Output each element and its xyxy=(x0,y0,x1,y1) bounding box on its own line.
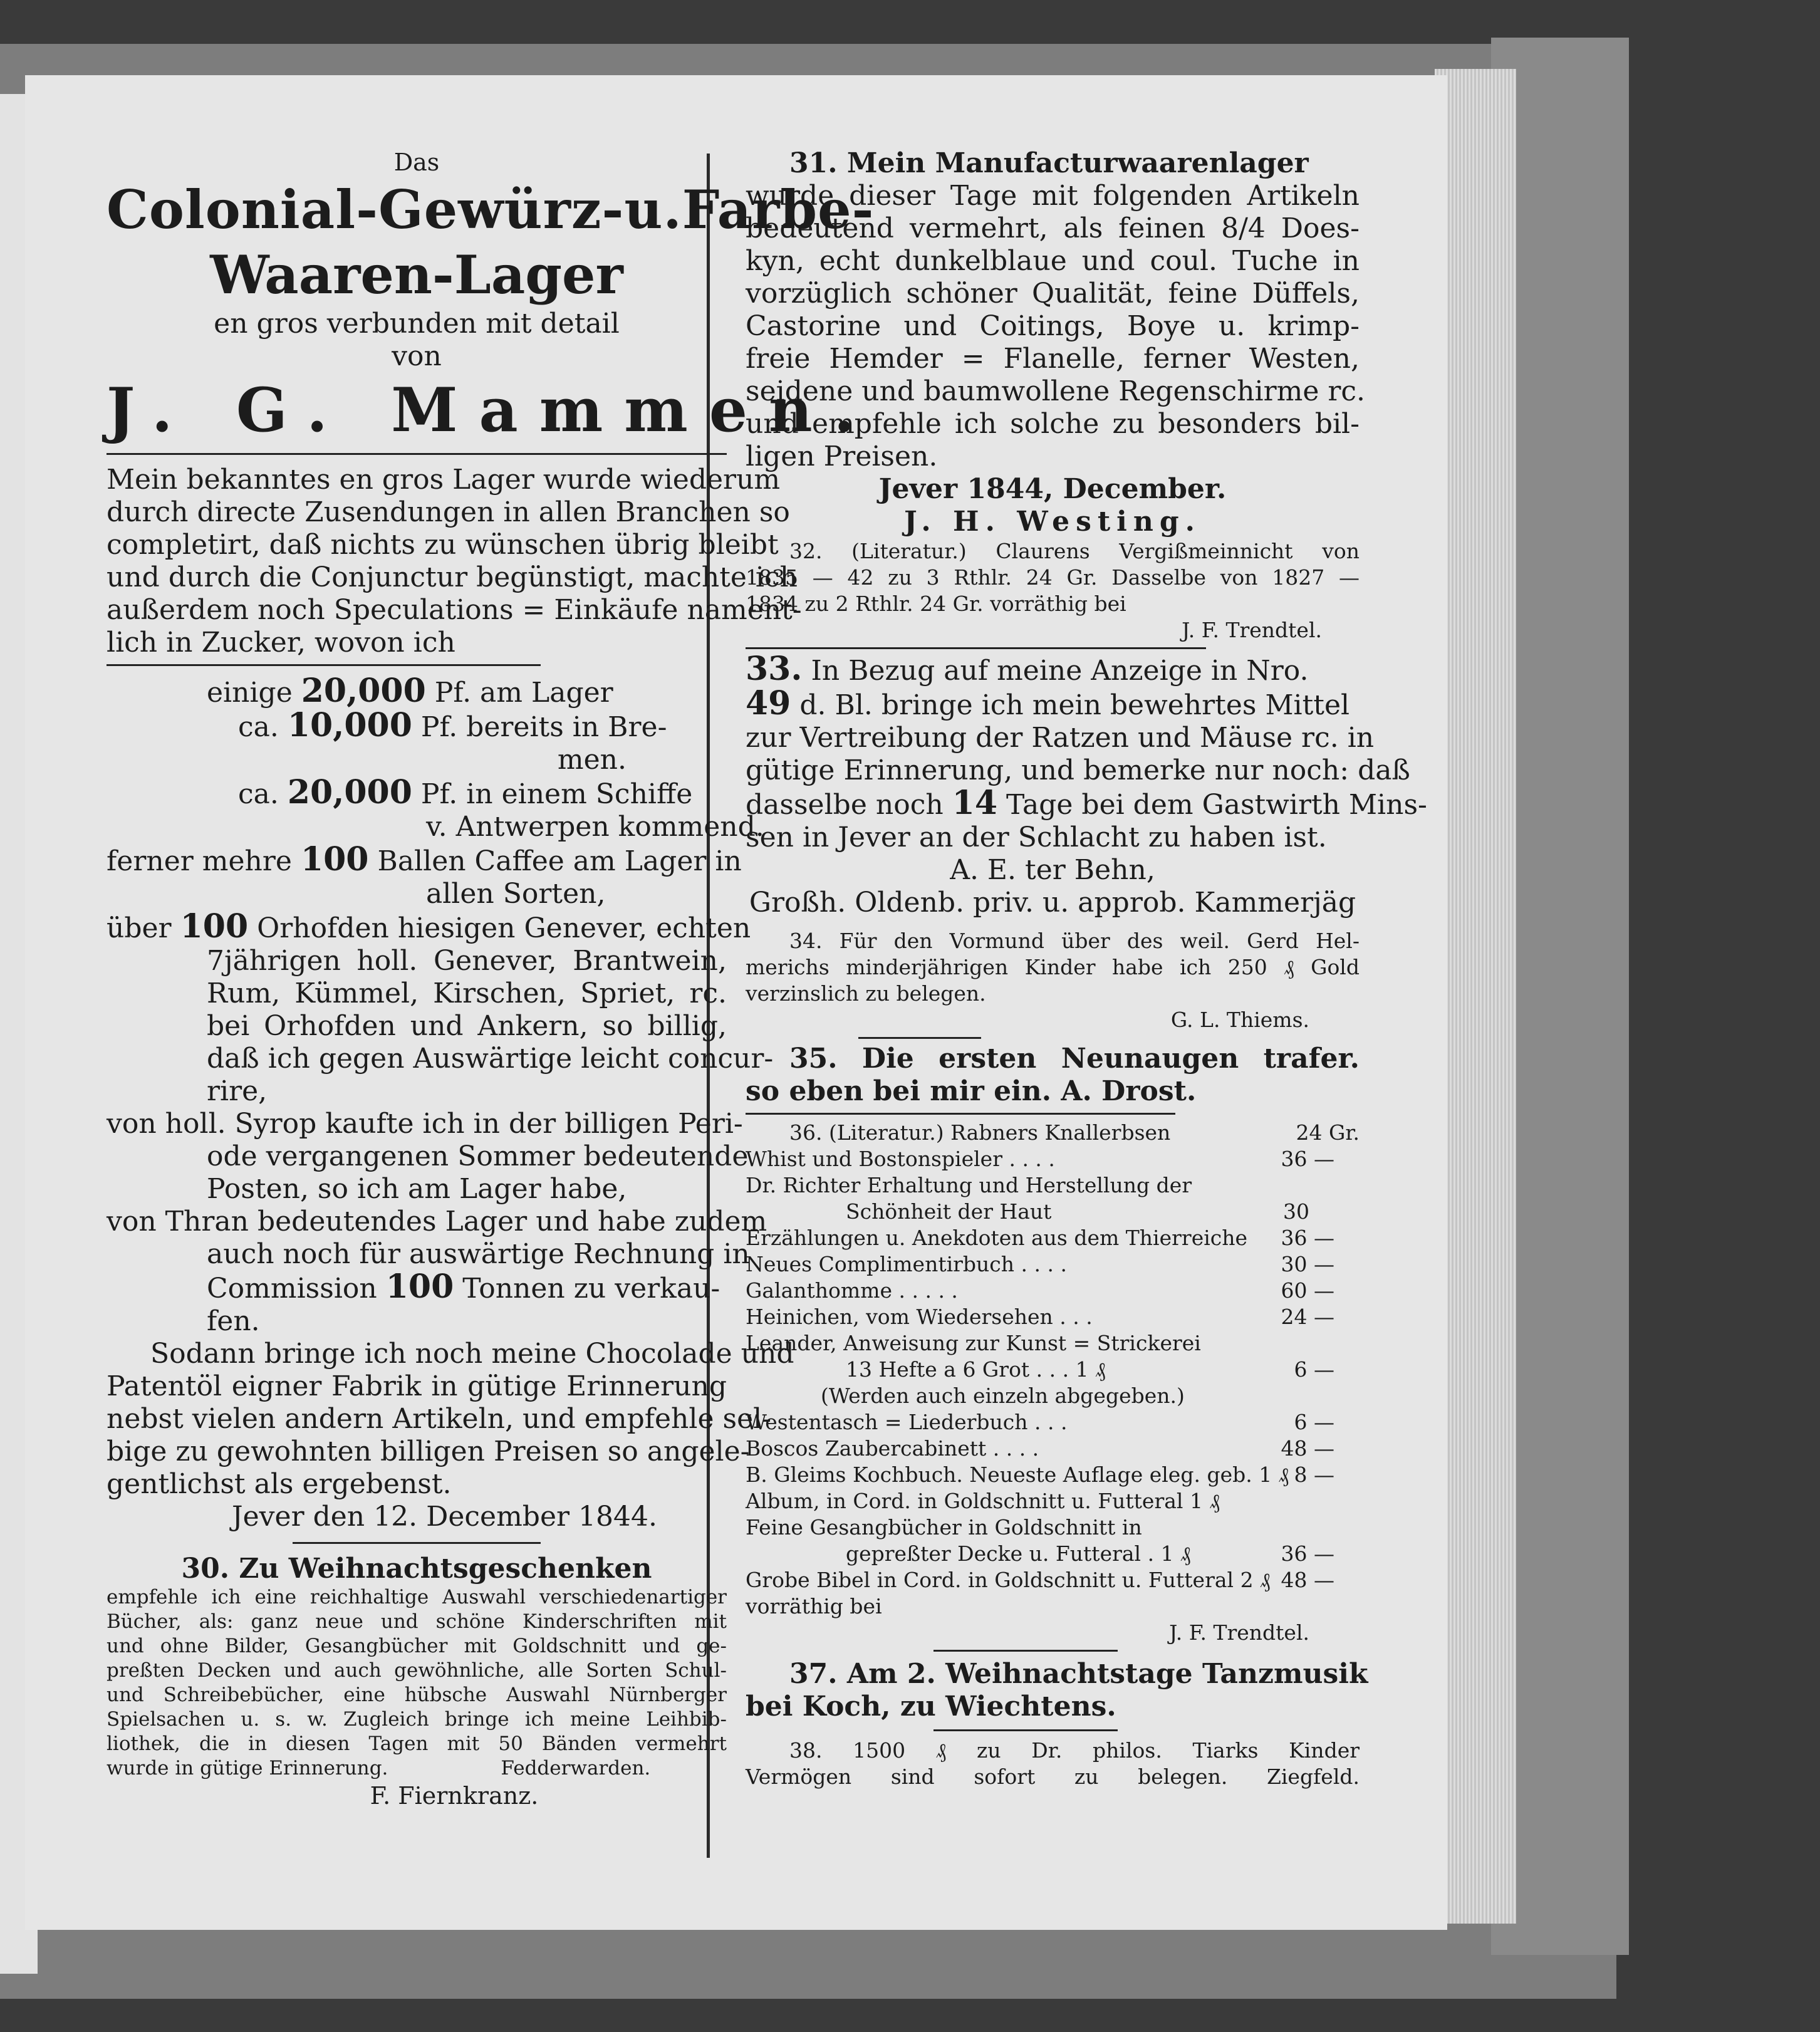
text-line: verzinslich zu belegen. xyxy=(746,981,986,1006)
ad-30-last: wurde in gütige Erinnerung. xyxy=(107,1757,388,1779)
goods-line: auch noch für auswärtige Rechnung in xyxy=(207,1238,750,1270)
price-row xyxy=(746,1409,1360,1435)
ad-33-signature: A. E. ter Behn, xyxy=(950,854,1155,886)
text-line: bedeutend vermehrt, als feinen 8/4 Does- xyxy=(746,212,1360,244)
dateline: Jever den 12. December 1844. xyxy=(232,1501,657,1533)
price-row xyxy=(746,1225,1360,1251)
price-value: 6 — xyxy=(1294,1410,1334,1434)
section-rule xyxy=(933,1650,1118,1652)
ad-30-signature: F. Fiernkranz. xyxy=(370,1782,539,1810)
price-label: Galanthomme . . . . . xyxy=(746,1278,958,1303)
text-line: gütige Erinnerung, und bemerke nur noch: daß xyxy=(746,754,1410,786)
price-value: 24 — xyxy=(1281,1305,1334,1329)
text-line: merichs minderjährigen Kinder habe ich 250 ₰ Gold xyxy=(746,955,1360,979)
price-row xyxy=(746,1251,1360,1278)
price-row xyxy=(746,1488,1360,1514)
goods-amount: 100 xyxy=(300,840,369,878)
price-value: 36 — xyxy=(1281,1541,1334,1566)
price-row xyxy=(746,1278,1360,1304)
goods-line: von Thran bedeutendes Lager und habe zudem xyxy=(107,1206,767,1237)
ad-30 xyxy=(107,1553,727,1811)
goods-line xyxy=(107,840,742,878)
ad-37 xyxy=(746,1658,1368,1723)
price-label: vorräthig bei xyxy=(746,1594,882,1618)
price-label: Grobe Bibel in Cord. in Goldschnitt u. Futteral 2 ₰ xyxy=(746,1568,1271,1592)
price-value: 36 — xyxy=(1281,1226,1334,1250)
zucker-prefix: ca. xyxy=(238,778,279,810)
ad-30-place: Fedderwarden. xyxy=(501,1757,651,1779)
price-label: Heinichen, vom Wiedersehen . . . xyxy=(746,1305,1093,1329)
price-value: 30 xyxy=(1283,1199,1309,1224)
zucker-prefix: ca. xyxy=(238,711,279,743)
text-line: freie Hemder = Flanelle, ferner Westen, xyxy=(746,343,1360,375)
text-line: Spielsachen u. s. w. Zugleich bringe ich meine Leihbib- xyxy=(107,1708,727,1731)
ad-das: Das xyxy=(393,148,440,176)
section-rule xyxy=(746,647,1206,649)
goods-line: bei Orhofden und Ankern, so billig, xyxy=(207,1010,727,1042)
text-line xyxy=(107,1756,727,1781)
text-line: Castorine und Coitings, Boye u. krimp- xyxy=(746,310,1360,342)
price-label: Westentasch = Liederbuch . . . xyxy=(746,1410,1068,1434)
text-line: ligen Preisen. xyxy=(746,440,938,472)
section-rule xyxy=(933,1729,1118,1731)
price-value: 48 — xyxy=(1281,1436,1334,1461)
goods-line: fen. xyxy=(207,1305,260,1337)
text-line: kyn, echt dunkelblaue und coul. Tuche in xyxy=(746,245,1360,277)
price-row xyxy=(746,1593,1360,1620)
zucker-prefix: einige xyxy=(207,677,293,709)
price-row xyxy=(746,1146,1360,1172)
text-line: und Schreibebücher, eine hübsche Auswahl Nürnberger xyxy=(107,1684,727,1706)
goods-prefix: ferner mehre xyxy=(107,845,292,877)
goods-line: Rum, Kümmel, Kirschen, Spriet, rc. xyxy=(207,977,727,1009)
ad-36-signature: J. F. Trendtel. xyxy=(1169,1620,1309,1645)
ad-number: 49 xyxy=(746,684,791,722)
goods-text: Orhofden hiesigen Genever, echten xyxy=(257,912,751,944)
title-rule xyxy=(107,453,727,455)
text-line: und empfehle ich solche zu besonders bil- xyxy=(746,408,1360,440)
price-value: 30 — xyxy=(1281,1252,1334,1276)
price-label: Leander, Anweisung zur Kunst = Strickerei xyxy=(746,1331,1201,1355)
text-line xyxy=(746,784,1427,822)
text-line: 35. Die ersten Neunaugen trafer. xyxy=(789,1043,1360,1075)
section-rule xyxy=(746,1113,1175,1115)
ad-subtitle: en gros verbunden mit detail xyxy=(214,308,620,340)
text-line: bei Koch, zu Wiechtens. xyxy=(746,1691,1116,1722)
zucker-line: men. xyxy=(557,744,627,776)
text-line: gentlichst als ergebenst. xyxy=(107,1468,452,1500)
zucker-text: Pf. bereits in Bre- xyxy=(420,711,667,743)
price-row xyxy=(746,1462,1360,1488)
price-label: Dr. Richter Erhaltung und Herstellung der xyxy=(746,1173,1192,1197)
text-line: und ohne Bilder, Gesangbücher mit Goldschnitt und ge- xyxy=(107,1635,727,1657)
price-value: 24 Gr. xyxy=(1296,1120,1360,1145)
ad-text: d. Bl. bringe ich mein bewehrtes Mittel xyxy=(799,689,1350,721)
ad-38 xyxy=(746,1738,1360,1790)
text-line: liothek, die in diesen Tagen mit 50 Bänden vermehrt xyxy=(107,1732,727,1755)
ad-number: 33. xyxy=(746,650,803,688)
price-label: Album, in Cord. in Goldschnitt u. Futteral 1 ₰ xyxy=(746,1489,1220,1513)
ad-31 xyxy=(746,147,1366,538)
price-label: B. Gleims Kochbuch. Neueste Auflage eleg. geb. 1 ₰ xyxy=(746,1462,1289,1487)
ad-30-heading: 30. Zu Weihnachtsgeschenken xyxy=(181,1553,652,1585)
ad-text: In Bezug auf meine Anzeige in Nro. xyxy=(811,655,1309,687)
text-line xyxy=(746,650,1360,688)
price-row xyxy=(746,1199,1360,1225)
price-label: Neues Complimentirbuch . . . . xyxy=(746,1252,1067,1276)
text-line: 1835 — 42 zu 3 Rthlr. 24 Gr. Dasselbe von 1827 — xyxy=(746,565,1360,590)
goods-line: von holl. Syrop kaufte ich in der billigen Peri- xyxy=(107,1108,743,1140)
text-line: 32. (Literatur.) Claurens Vergißmeinnicht von xyxy=(789,539,1360,563)
text-line: 37. Am 2. Weihnachtstage Tanzmusik xyxy=(789,1658,1368,1690)
price-label: Erzählungen u. Anekdoten aus dem Thierreiche xyxy=(746,1226,1248,1250)
zucker-amount: 20,000 xyxy=(287,773,412,811)
closing-paragraph xyxy=(107,1338,794,1501)
text-line: bige zu gewohnten billigen Preisen so angele- xyxy=(107,1435,750,1467)
intro-paragraph xyxy=(107,464,802,659)
ad-35 xyxy=(746,1043,1360,1108)
text-line: vorzüglich schöner Qualität, feine Düffels, xyxy=(746,278,1360,310)
price-label: Whist und Bostonspieler . . . . xyxy=(746,1147,1055,1171)
zucker-amount: 20,000 xyxy=(301,672,426,710)
commission-text: Tonnen zu verkau- xyxy=(462,1273,720,1305)
goods-line: Posten, so ich am Lager habe, xyxy=(207,1173,627,1205)
goods-line xyxy=(107,907,751,946)
price-value: 6 — xyxy=(1294,1357,1334,1382)
ad-31-date: Jever 1844, December. xyxy=(878,473,1227,505)
goods-line: allen Sorten, xyxy=(426,878,606,910)
goods-text: Ballen Caffee am Lager in xyxy=(377,845,742,877)
price-row xyxy=(746,1541,1360,1567)
zucker-list xyxy=(107,672,764,843)
text-line: lich in Zucker, wovon ich xyxy=(107,627,455,659)
price-value: 8 — xyxy=(1294,1462,1334,1487)
zucker-amount: 10,000 xyxy=(287,706,412,744)
zucker-text: Pf. in einem Schiffe xyxy=(420,778,693,810)
ad-number: 14 xyxy=(952,784,998,822)
zucker-line xyxy=(107,706,727,744)
goods-line: 7jährigen holl. Genever, Brantwein, xyxy=(207,945,727,977)
text-line: Vermögen sind sofort zu belegen. Ziegfeld. xyxy=(746,1764,1360,1789)
section-rule xyxy=(293,1542,541,1544)
price-row xyxy=(746,1120,1360,1146)
ad-36-price-list xyxy=(746,1120,1360,1646)
ad-32-signature: J. F. Trendtel. xyxy=(1182,618,1322,642)
price-label: Feine Gesangbücher in Goldschnitt in xyxy=(746,1515,1142,1540)
text-line: empfehle ich eine reichhaltige Auswahl verschiedenartiger xyxy=(107,1586,727,1608)
ad-title-line-1: Colonial-Gewürz-u.Farbe- xyxy=(107,179,875,241)
text-line: so eben bei mir ein. A. Drost. xyxy=(746,1075,1197,1107)
price-row xyxy=(746,1172,1360,1199)
price-value: 36 — xyxy=(1281,1147,1334,1171)
zucker-line xyxy=(107,773,727,811)
text-line: Bücher, als: ganz neue und schöne Kinderschriften mit xyxy=(107,1610,727,1633)
price-row xyxy=(746,1357,1360,1383)
text-line: sen in Jever an der Schlacht zu haben ist. xyxy=(746,821,1327,853)
text-line: seidene und baumwollene Regenschirme rc. xyxy=(746,375,1366,407)
price-value: 60 — xyxy=(1281,1278,1334,1303)
text-line: Mein bekanntes en gros Lager wurde wiederum xyxy=(107,464,781,496)
text-line: 1834 zu 2 Rthlr. 24 Gr. vorräthig bei xyxy=(746,591,1126,616)
text-line: completirt, daß nichts zu wünschen übrig bleibt xyxy=(107,529,779,561)
text-line xyxy=(746,684,1360,722)
ad-title-line-2: Waaren-Lager xyxy=(210,244,623,306)
goods-line: rire, xyxy=(207,1075,268,1107)
text-line: und durch die Conjunctur begünstigt, machte ich xyxy=(107,561,798,593)
commission-prefix: Commission xyxy=(207,1273,377,1305)
goods-prefix: über xyxy=(107,912,172,944)
price-row xyxy=(746,1567,1360,1593)
ad-32 xyxy=(746,538,1360,643)
newspaper-page xyxy=(25,75,1447,1930)
text-line: 34. Für den Vormund über des weil. Gerd Hel- xyxy=(789,929,1360,953)
goods-line: daß ich gegen Auswärtige leicht concur- xyxy=(207,1043,774,1075)
text-line: Sodann bringe ich noch meine Chocolade und xyxy=(150,1338,794,1370)
ad-34-signature: G. L. Thiems. xyxy=(1170,1008,1309,1032)
text-line: preßten Decken und auch gewöhnliche, alle Sorten Schul- xyxy=(107,1659,727,1682)
text-line: wurde dieser Tage mit folgenden Artikeln xyxy=(746,180,1360,212)
goods-line xyxy=(107,1268,727,1306)
merchant-name: J. G. Mammen. xyxy=(107,375,876,445)
price-row xyxy=(746,1435,1360,1462)
spacer xyxy=(746,919,1360,928)
text-line: 38. 1500 ₰ zu Dr. philos. Tiarks Kinder xyxy=(789,1738,1360,1763)
price-label: 13 Hefte a 6 Grot . . . 1 ₰ xyxy=(846,1357,1106,1382)
ad-von: von xyxy=(392,340,442,372)
goods-list xyxy=(107,840,774,1338)
price-row xyxy=(746,1383,1360,1409)
ad-31-signature: J. H. Westing. xyxy=(904,506,1201,538)
text-line: 31. Mein Manufacturwaarenlager xyxy=(789,147,1309,179)
price-label: 36. (Literatur.) Rabners Knallerbsen xyxy=(789,1120,1171,1145)
price-label: Boscos Zaubercabinett . . . . xyxy=(746,1436,1039,1461)
ad-33-title: Großh. Oldenb. priv. u. approb. Kammerjäg xyxy=(749,887,1356,919)
section-rule xyxy=(107,664,541,666)
text-line: zur Vertreibung der Ratzen und Mäuse rc. in xyxy=(746,722,1375,754)
text-line: außerdem noch Speculations = Einkäufe nament- xyxy=(107,594,802,626)
text-line: Patentöl eigner Fabrik in gütige Erinnerung xyxy=(107,1370,727,1402)
price-value: 48 — xyxy=(1281,1568,1334,1592)
text-line: durch directe Zusendungen in allen Branchen so xyxy=(107,496,790,528)
zucker-line xyxy=(107,672,727,710)
text-line: nebst vielen andern Artikeln, und empfehle sel- xyxy=(107,1403,772,1435)
ad-text: Tage bei dem Gastwirth Mins- xyxy=(1006,789,1427,821)
price-label: (Werden auch einzeln abgegeben.) xyxy=(821,1383,1185,1408)
goods-line: ode vergangenen Sommer bedeutende xyxy=(207,1140,749,1172)
zucker-text: Pf. am Lager xyxy=(434,677,613,709)
price-label: gepreßter Decke u. Futteral . 1 ₰ xyxy=(846,1541,1191,1566)
right-column xyxy=(746,147,1427,1790)
price-row xyxy=(746,1330,1360,1357)
goods-amount: 100 xyxy=(180,907,249,946)
ad-34 xyxy=(746,928,1360,1033)
zucker-line: v. Antwerpen kommend. xyxy=(426,811,764,843)
price-row xyxy=(746,1514,1360,1541)
ad-33 xyxy=(746,650,1427,919)
price-label: Schönheit der Haut xyxy=(846,1199,1052,1224)
commission-amount: 100 xyxy=(385,1268,454,1306)
ad-text: dasselbe noch xyxy=(746,789,944,821)
section-rule xyxy=(858,1037,981,1039)
price-row xyxy=(746,1304,1360,1330)
